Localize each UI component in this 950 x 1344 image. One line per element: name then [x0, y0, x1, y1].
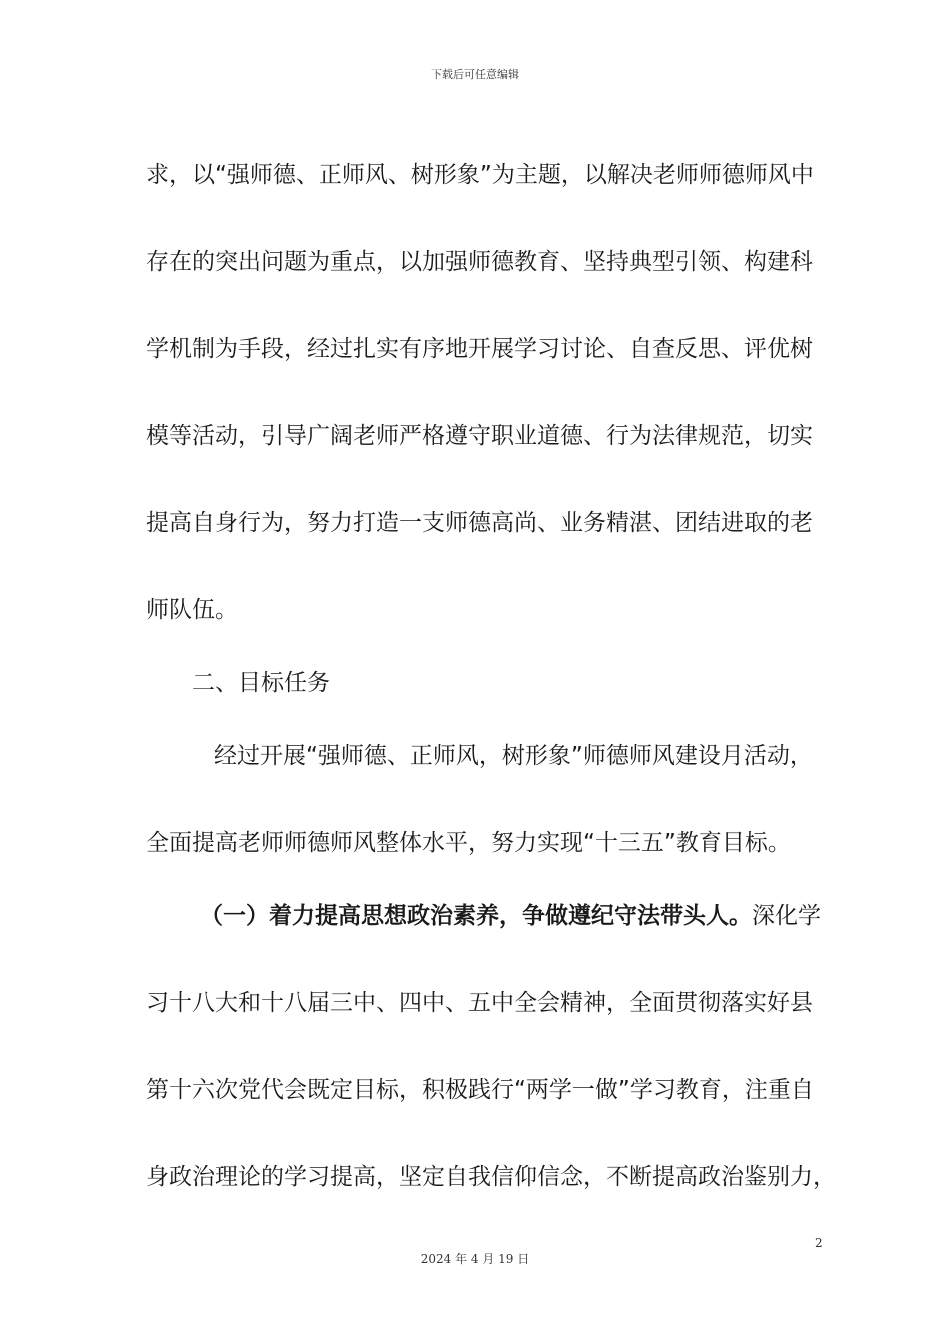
paragraph-2-line-1: 经过开展“强师德、正师风，树形象”师德师风建设月活动，: [214, 743, 813, 769]
section-heading: 二、目标任务: [192, 670, 330, 696]
item-1-line-2: 习十八大和十八届三中、四中、五中全会精神，全面贯彻落实好县: [146, 990, 813, 1016]
footer-date: 2024 年 4 月 19 日: [420, 1252, 530, 1266]
item-1-first-line: [200, 901, 821, 931]
body-line-3: 学机制为手段，经过扎实有序地开展学习讨论、自查反思、评优树: [146, 336, 813, 362]
item-1-line-3: 第十六次党代会既定目标，积极践行“两学一做”学习教育，注重自: [146, 1077, 814, 1103]
page-number: 2: [815, 1236, 823, 1250]
item-1-heading: （一）着力提高思想政治素养，争做遵纪守法带头人。: [200, 903, 752, 929]
body-line-5: 提高自身行为，努力打造一支师德高尚、业务精湛、团结进取的老: [146, 510, 813, 536]
item-1-line-4: 身政治理论的学习提高，坚定自我信仰信念，不断提高政治鉴别力，: [146, 1164, 836, 1190]
body-line-4: 模等活动，引导广阔老师严格遵守职业道德、行为法律规范，切实: [146, 423, 813, 449]
page-header-note: 下载后可任意编辑: [431, 68, 519, 81]
item-1-lead-text: 深化学: [752, 903, 821, 929]
body-line-6: 师队伍。: [146, 597, 238, 623]
paragraph-2-line-2: 全面提高老师师德师风整体水平，努力实现“十三五”教育目标。: [146, 830, 791, 856]
body-line-1: 求，以“强师德、正师风、树形象”为主题，以解决老师师德师风中: [146, 162, 814, 188]
body-line-2: 存在的突出问题为重点，以加强师德教育、坚持典型引领、构建科: [146, 249, 813, 275]
